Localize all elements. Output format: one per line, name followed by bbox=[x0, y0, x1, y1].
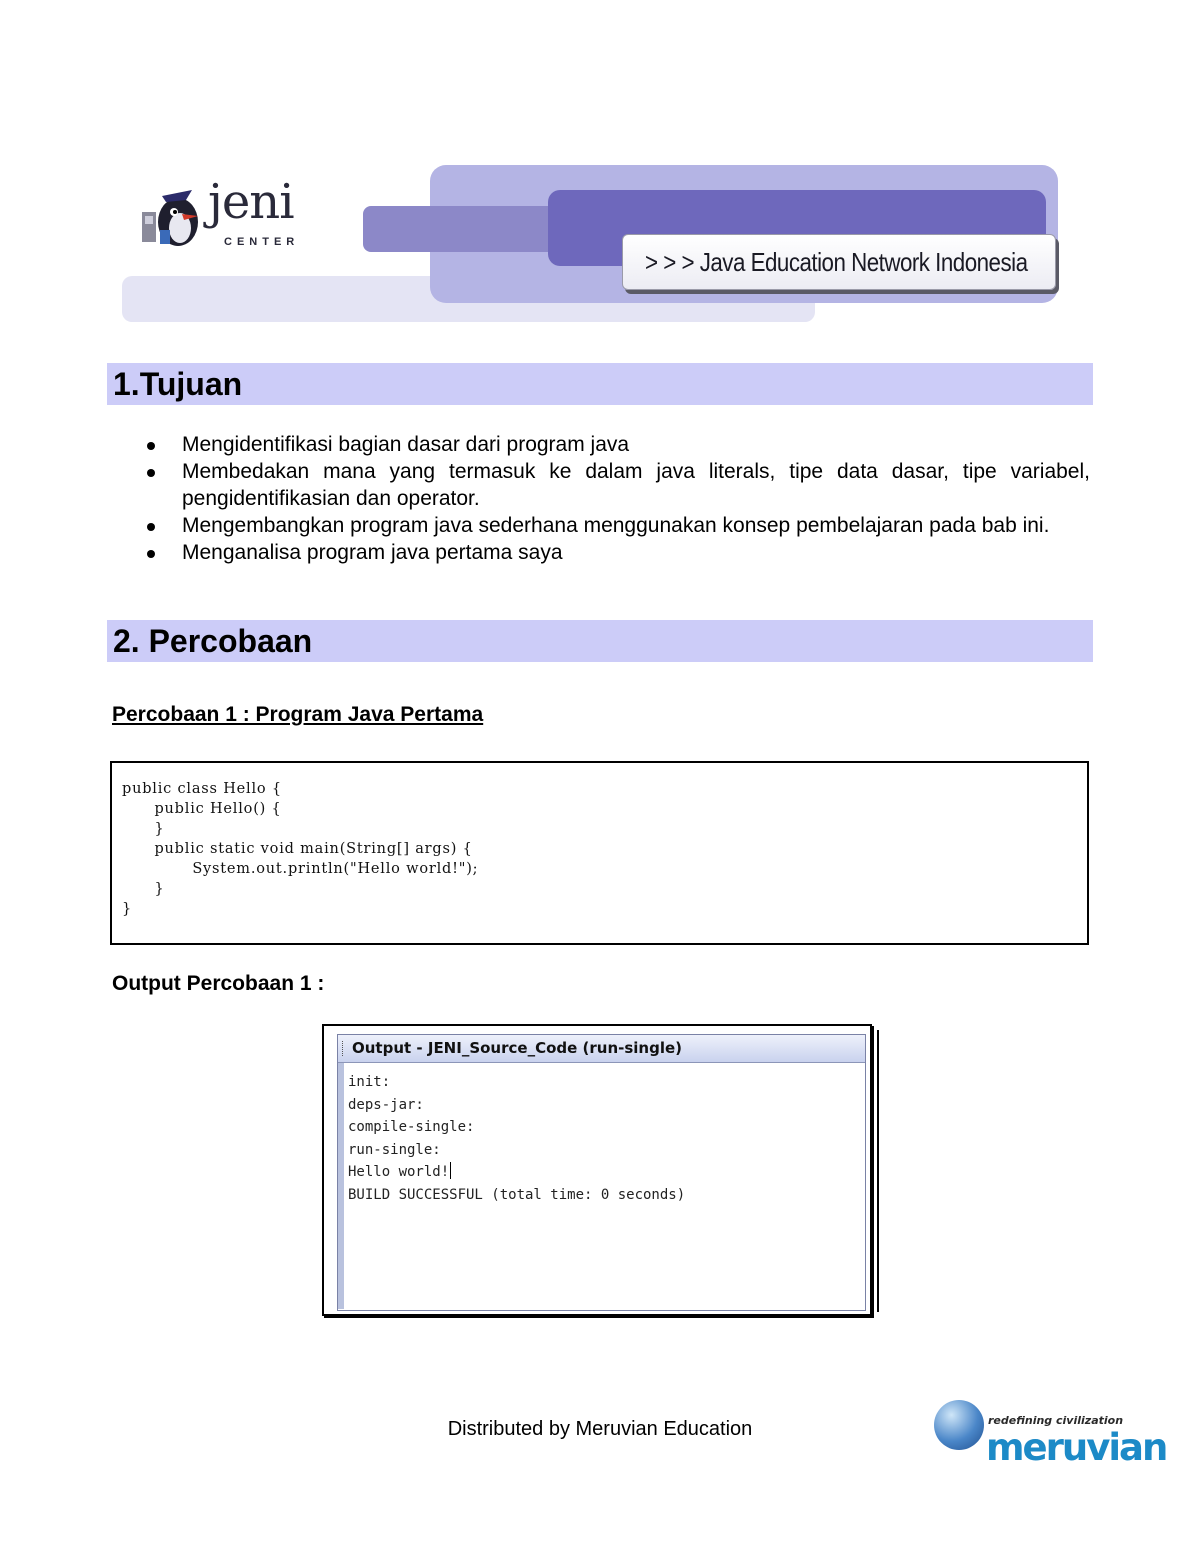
section-title: 1.Tujuan bbox=[113, 366, 243, 402]
console-line: compile-single: bbox=[348, 1119, 475, 1136]
code-text: public class Hello { public Hello() { } public static void main(String[] args) { System.out.println("Hello world!"); } } bbox=[122, 781, 479, 917]
output-label: Output Percobaan 1 : bbox=[112, 972, 325, 995]
list-item: Mengidentifikasi bagian dasar dari program java bbox=[140, 431, 1090, 458]
output-window bbox=[337, 1034, 866, 1311]
jeni-center-text: CENTER bbox=[224, 236, 300, 248]
console-line: Hello world! bbox=[348, 1164, 450, 1181]
tagline-box bbox=[622, 234, 1056, 290]
jeni-wordmark: jeni bbox=[208, 174, 294, 230]
experiment-title: Percobaan 1 : Program Java Pertama bbox=[112, 703, 484, 726]
console-line: BUILD SUCCESSFUL (total time: 0 seconds) bbox=[348, 1186, 686, 1203]
meruvian-wordmark: meruvian bbox=[986, 1426, 1167, 1469]
meruvian-tagline: redefining civilization bbox=[988, 1414, 1124, 1427]
console-line: init: bbox=[348, 1074, 391, 1090]
console-line: deps-jar: bbox=[348, 1096, 424, 1113]
output-console bbox=[348, 1071, 685, 1207]
section-title: 2. Percobaan bbox=[113, 623, 313, 659]
globe-icon bbox=[934, 1400, 984, 1450]
jeni-logo bbox=[140, 174, 310, 252]
output-screenshot bbox=[322, 1024, 872, 1316]
list-item: Mengembangkan program java sederhana menggunakan konsep pembelajaran pada bab ini. bbox=[140, 512, 1090, 539]
footer-text: Distributed by Meruvian Education bbox=[447, 1418, 753, 1440]
code-block bbox=[110, 761, 1089, 945]
output-window-titlebar bbox=[338, 1035, 865, 1063]
text-cursor bbox=[450, 1162, 451, 1179]
grip-icon bbox=[342, 1041, 346, 1056]
list-item: Menganalisa program java pertama saya bbox=[140, 539, 1090, 566]
header-banner bbox=[0, 0, 1200, 340]
section-tujuan bbox=[107, 363, 1093, 405]
output-window-title: Output - JENI_Source_Code (run-single) bbox=[352, 1039, 683, 1057]
console-line: run-single: bbox=[348, 1141, 441, 1158]
meruvian-logo bbox=[930, 1392, 1167, 1472]
penguin-mascot-icon bbox=[140, 186, 206, 248]
list-item: Membedakan mana yang termasuk ke dalam java literals, tipe data dasar, tipe variabel, pengidentifikasian dan operator. bbox=[140, 458, 1090, 512]
objectives-list bbox=[140, 431, 1090, 566]
tagline-text: > > > Java Education Network Indonesia bbox=[645, 246, 1028, 277]
section-percobaan bbox=[107, 620, 1093, 662]
